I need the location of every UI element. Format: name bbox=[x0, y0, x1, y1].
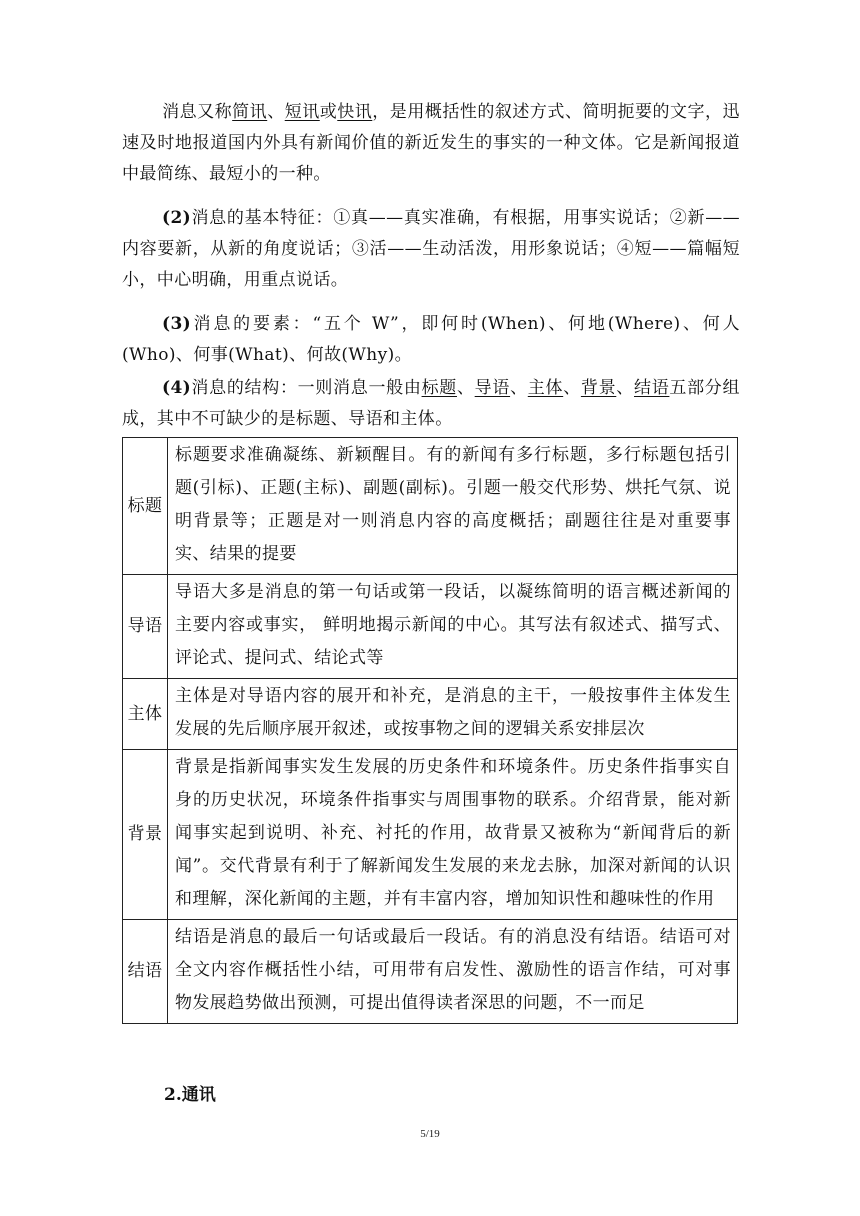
row-label: 结语 bbox=[123, 920, 168, 1024]
row-content: 标题要求准确凝练、新颖醒目。有的新闻有多行标题，多行标题包括引题(引标)、正题(主标)、副题(副标)。引题一般交代形势、烘托气氛、说明背景等；正题是对一则消息内容的高度概括；副题往往是对重要事实、结果的提要 bbox=[168, 438, 738, 575]
definition-text: ，是用概括性的叙述方式、简明扼要的文字，迅速及时地报道国内外具有新闻价值的新近发生的事实的一种文体。它是新闻报道中最简练、最短小的一种。 bbox=[122, 102, 740, 184]
term-kuaixun: 快讯 bbox=[337, 102, 373, 122]
paragraph-definition bbox=[122, 97, 740, 190]
part-lead: 导语 bbox=[474, 378, 511, 398]
item-number: (3) bbox=[162, 314, 192, 334]
part-title: 标题 bbox=[421, 378, 457, 398]
item-number: (4) bbox=[162, 378, 192, 398]
item-number: (2) bbox=[162, 208, 192, 228]
separator: 或 bbox=[319, 102, 338, 122]
features-text: 消息的基本特征：①真——真实准确，有根据，用事实说话；②新——内容要新，从新的角度说话；③活——生动活泼，用形象说话；④短——篇幅短小，中心明确，用重点说话。 bbox=[122, 208, 740, 290]
table-row bbox=[123, 750, 738, 920]
row-label: 导语 bbox=[123, 575, 168, 679]
table-row bbox=[123, 679, 738, 750]
table-row bbox=[123, 438, 738, 575]
structure-text: 消息的结构：一则消息一般由 bbox=[191, 378, 422, 398]
page-number: 5/19 bbox=[420, 1128, 440, 1140]
paragraph-elements bbox=[122, 309, 740, 371]
term-duanxun: 短讯 bbox=[284, 102, 320, 122]
row-label: 标题 bbox=[123, 438, 168, 575]
section-heading: 2.通讯 bbox=[164, 1085, 216, 1105]
paragraph-structure bbox=[122, 373, 740, 435]
row-label: 背景 bbox=[123, 750, 168, 920]
structure-text: 五部分组成，其中不可缺少的是标题、导语和主体。 bbox=[122, 378, 740, 429]
part-body: 主体 bbox=[527, 378, 564, 398]
term-jianxun: 简讯 bbox=[232, 102, 268, 122]
separator: 、 bbox=[563, 378, 581, 398]
row-label: 主体 bbox=[123, 679, 168, 750]
separator: 、 bbox=[616, 378, 634, 398]
part-background: 背景 bbox=[580, 378, 617, 398]
separator: 、 bbox=[510, 378, 528, 398]
table-row bbox=[123, 575, 738, 679]
row-content: 主体是对导语内容的展开和补充，是消息的主干，一般按事件主体发生发展的先后顺序展开叙述，或按事物之间的逻辑关系安排层次 bbox=[168, 679, 738, 750]
elements-text: 消息的要素：“五个 W”，即何时(When)、何地(Where)、何人(Who)、何事(What)、何故(Why)。 bbox=[122, 314, 740, 365]
part-ending: 结语 bbox=[634, 378, 670, 398]
separator: 、 bbox=[456, 378, 475, 398]
definition-text: 消息又称 bbox=[162, 102, 233, 122]
row-content: 结语是消息的最后一句话或最后一段话。有的消息没有结语。结语可对全文内容作概括性小结，可用带有启发性、激励性的语言作结，可对事物发展趋势做出预测，可提出值得读者深思的问题，不一而足 bbox=[168, 920, 738, 1024]
news-structure-table bbox=[122, 437, 738, 1024]
row-content: 导语大多是消息的第一句话或第一段话，以凝练简明的语言概述新闻的主要内容或事实， 鲜明地揭示新闻的中心。其写法有叙述式、描写式、评论式、提问式、结论式等 bbox=[168, 575, 738, 679]
row-content: 背景是指新闻事实发生发展的历史条件和环境条件。历史条件指事实自身的历史状况，环境条件指事实与周围事物的联系。介绍背景，能对新闻事实起到说明、补充、衬托的作用，故背景又被称为“新闻背后的新闻”。交代背景有利于了解新闻发生发展的来龙去脉，加深对新闻的认识和理解，深化新闻的主题，并有丰富内容，增加知识性和趣味性的作用 bbox=[168, 750, 738, 920]
paragraph-features bbox=[122, 203, 740, 296]
table-row bbox=[123, 920, 738, 1024]
separator: 、 bbox=[267, 102, 285, 122]
